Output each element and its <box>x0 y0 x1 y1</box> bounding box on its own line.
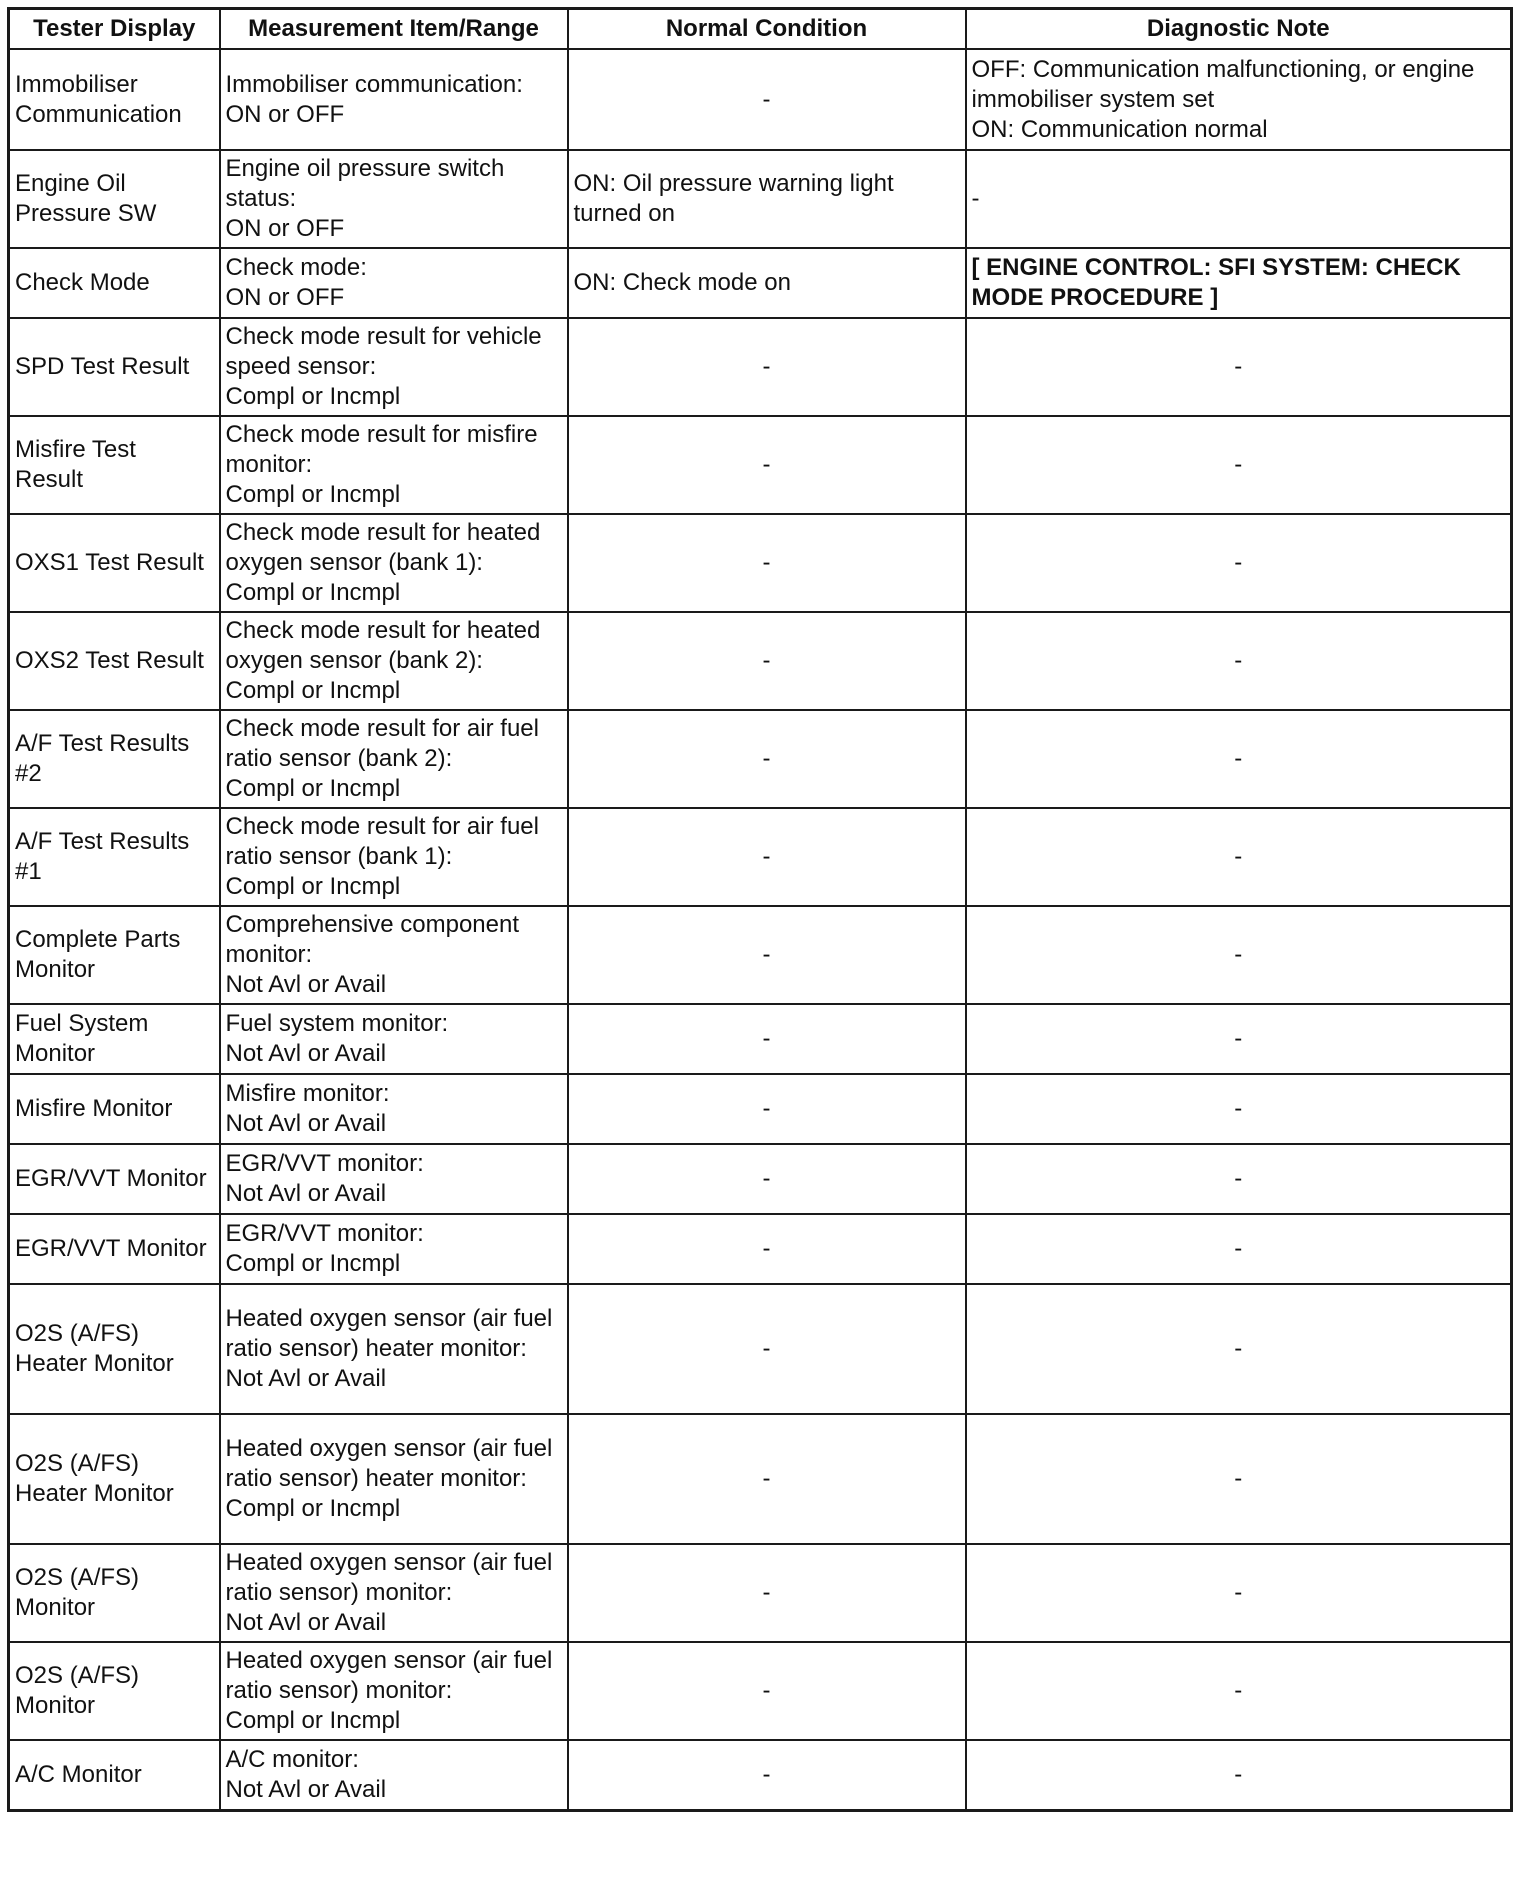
diagnostic-note-cell: - <box>966 808 1512 906</box>
normal-condition-cell: - <box>568 1414 966 1544</box>
table-row <box>9 1414 1512 1544</box>
measurement-item-cell: Check mode: ON or OFF <box>220 248 568 318</box>
normal-condition-cell: - <box>568 906 966 1004</box>
tester-display-cell: Fuel System Monitor <box>9 1004 220 1074</box>
diagnostic-note-cell: - <box>966 1642 1512 1740</box>
table-row <box>9 1214 1512 1284</box>
normal-condition-cell: - <box>568 416 966 514</box>
measurement-item-cell: A/C monitor: Not Avl or Avail <box>220 1740 568 1811</box>
measurement-item-cell: EGR/VVT monitor: Compl or Incmpl <box>220 1214 568 1284</box>
normal-condition-cell: ON: Check mode on <box>568 248 966 318</box>
measurement-item-cell: Check mode result for vehicle speed sensor: Compl or Incmpl <box>220 318 568 416</box>
normal-condition-cell: - <box>568 1740 966 1811</box>
tester-display-cell: A/F Test Results #1 <box>9 808 220 906</box>
table-row <box>9 906 1512 1004</box>
tester-display-cell: Complete Parts Monitor <box>9 906 220 1004</box>
table-row <box>9 318 1512 416</box>
tester-display-cell: Misfire Monitor <box>9 1074 220 1144</box>
tester-display-cell: SPD Test Result <box>9 318 220 416</box>
tester-display-cell: A/F Test Results #2 <box>9 710 220 808</box>
normal-condition-cell: - <box>568 1004 966 1074</box>
measurement-item-cell: Heated oxygen sensor (air fuel ratio sensor) monitor: Not Avl or Avail <box>220 1544 568 1642</box>
table-row <box>9 150 1512 248</box>
tester-display-cell: Engine Oil Pressure SW <box>9 150 220 248</box>
tester-data-table <box>7 7 1513 1812</box>
diagnostic-note-cell: - <box>966 906 1512 1004</box>
normal-condition-cell: - <box>568 1544 966 1642</box>
table-row <box>9 1544 1512 1642</box>
normal-condition-cell: - <box>568 710 966 808</box>
diagnostic-note-cell: - <box>966 1144 1512 1214</box>
measurement-item-cell: Heated oxygen sensor (air fuel ratio sensor) heater monitor: Compl or Incmpl <box>220 1414 568 1544</box>
measurement-item-cell: Immobiliser communication: ON or OFF <box>220 49 568 150</box>
diagnostic-note-cell: - <box>966 612 1512 710</box>
header-measurement-item: Measurement Item/Range <box>220 9 568 50</box>
header-diagnostic-note: Diagnostic Note <box>966 9 1512 50</box>
header-normal-condition: Normal Condition <box>568 9 966 50</box>
table-row <box>9 808 1512 906</box>
diagnostic-note-cell: - <box>966 1004 1512 1074</box>
normal-condition-cell: - <box>568 1642 966 1740</box>
measurement-item-cell: Check mode result for heated oxygen sensor (bank 2): Compl or Incmpl <box>220 612 568 710</box>
tester-display-cell: O2S (A/FS) Heater Monitor <box>9 1414 220 1544</box>
diagnostic-note-cell: - <box>966 1740 1512 1811</box>
tester-display-cell: OXS1 Test Result <box>9 514 220 612</box>
table-row <box>9 1004 1512 1074</box>
diagnostic-note-cell: - <box>966 710 1512 808</box>
measurement-item-cell: Heated oxygen sensor (air fuel ratio sensor) heater monitor: Not Avl or Avail <box>220 1284 568 1414</box>
diagnostic-note-cell: - <box>966 1414 1512 1544</box>
table-row <box>9 710 1512 808</box>
measurement-item-cell: Misfire monitor: Not Avl or Avail <box>220 1074 568 1144</box>
tester-display-cell: OXS2 Test Result <box>9 612 220 710</box>
measurement-item-cell: Comprehensive component monitor: Not Avl or Avail <box>220 906 568 1004</box>
table-header-row <box>9 9 1512 50</box>
tester-display-cell: EGR/VVT Monitor <box>9 1214 220 1284</box>
diagnostic-note-cell: - <box>966 1544 1512 1642</box>
diagnostic-note-cell: - <box>966 1074 1512 1144</box>
measurement-item-cell: Check mode result for misfire monitor: Compl or Incmpl <box>220 416 568 514</box>
table-row <box>9 1642 1512 1740</box>
measurement-item-cell: Check mode result for air fuel ratio sensor (bank 2): Compl or Incmpl <box>220 710 568 808</box>
header-tester-display: Tester Display <box>9 9 220 50</box>
diagnostic-note-cell: - <box>966 514 1512 612</box>
measurement-item-cell: EGR/VVT monitor: Not Avl or Avail <box>220 1144 568 1214</box>
table-row <box>9 1074 1512 1144</box>
normal-condition-cell: - <box>568 1074 966 1144</box>
table-row <box>9 1740 1512 1811</box>
normal-condition-cell: - <box>568 612 966 710</box>
tester-display-cell: O2S (A/FS) Heater Monitor <box>9 1284 220 1414</box>
table-row <box>9 612 1512 710</box>
diagnostic-note-cell: - <box>966 416 1512 514</box>
tester-display-cell: Check Mode <box>9 248 220 318</box>
measurement-item-cell: Fuel system monitor: Not Avl or Avail <box>220 1004 568 1074</box>
normal-condition-cell: - <box>568 1144 966 1214</box>
normal-condition-cell: - <box>568 1284 966 1414</box>
diagnostic-note-cell: OFF: Communication malfunctioning, or engine immobiliser system set ON: Communication normal <box>966 49 1512 150</box>
tester-display-cell: Immobiliser Communication <box>9 49 220 150</box>
tester-display-cell: Misfire Test Result <box>9 416 220 514</box>
diagnostic-note-reference-link[interactable]: [ ENGINE CONTROL: SFI SYSTEM: CHECK MODE PROCEDURE ] <box>966 248 1512 318</box>
normal-condition-cell: - <box>568 514 966 612</box>
diagnostic-note-cell: - <box>966 1214 1512 1284</box>
table-row <box>9 248 1512 318</box>
measurement-item-cell: Check mode result for heated oxygen sensor (bank 1): Compl or Incmpl <box>220 514 568 612</box>
normal-condition-cell: - <box>568 1214 966 1284</box>
table-row <box>9 514 1512 612</box>
table-row <box>9 1144 1512 1214</box>
diagnostic-note-cell: - <box>966 1284 1512 1414</box>
normal-condition-cell: - <box>568 318 966 416</box>
measurement-item-cell: Heated oxygen sensor (air fuel ratio sensor) monitor: Compl or Incmpl <box>220 1642 568 1740</box>
tester-display-cell: O2S (A/FS) Monitor <box>9 1544 220 1642</box>
tester-display-cell: A/C Monitor <box>9 1740 220 1811</box>
measurement-item-cell: Check mode result for air fuel ratio sensor (bank 1): Compl or Incmpl <box>220 808 568 906</box>
table-row <box>9 49 1512 150</box>
measurement-item-cell: Engine oil pressure switch status: ON or OFF <box>220 150 568 248</box>
tester-display-cell: O2S (A/FS) Monitor <box>9 1642 220 1740</box>
normal-condition-cell: - <box>568 49 966 150</box>
table-row <box>9 1284 1512 1414</box>
table-row <box>9 416 1512 514</box>
normal-condition-cell: - <box>568 808 966 906</box>
diagnostic-note-cell: - <box>966 150 1512 248</box>
diagnostic-note-cell: - <box>966 318 1512 416</box>
normal-condition-cell: ON: Oil pressure warning light turned on <box>568 150 966 248</box>
tester-display-cell: EGR/VVT Monitor <box>9 1144 220 1214</box>
